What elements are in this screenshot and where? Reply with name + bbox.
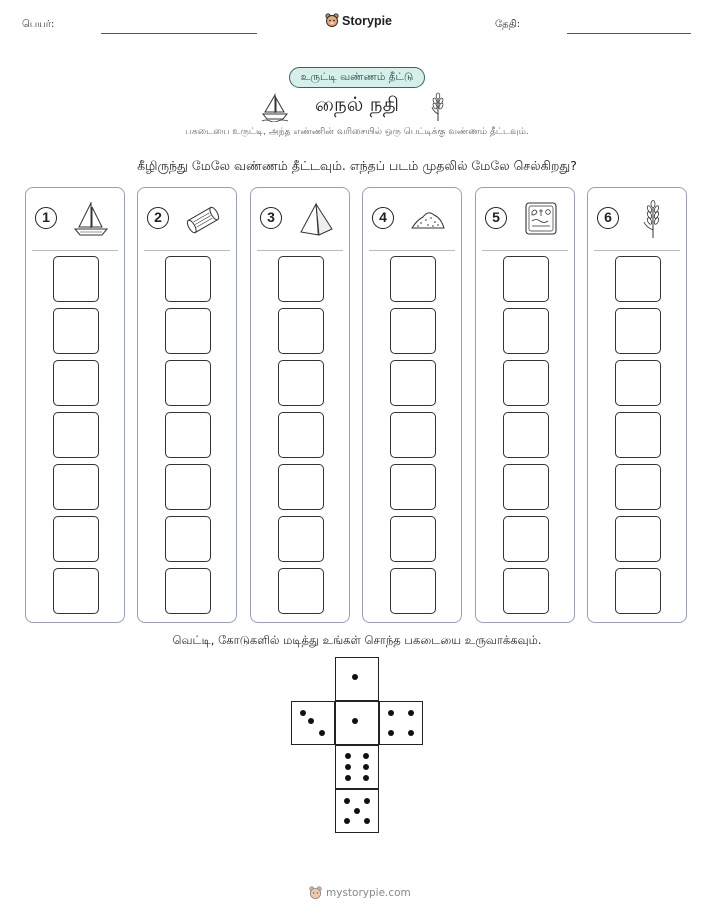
color-box[interactable]	[53, 256, 99, 302]
column-divider	[594, 250, 680, 251]
name-line[interactable]	[101, 33, 257, 34]
color-box[interactable]	[53, 360, 99, 406]
die-pip	[352, 674, 358, 680]
die-pip	[363, 753, 369, 759]
column-divider	[32, 250, 118, 251]
color-box[interactable]	[503, 516, 549, 562]
die-pip	[363, 764, 369, 770]
color-box[interactable]	[615, 308, 661, 354]
column-5	[475, 187, 575, 623]
hieroglyph-tablet-icon	[522, 198, 560, 240]
die-pip	[364, 818, 370, 824]
column-number: 5	[485, 207, 507, 229]
color-box[interactable]	[503, 256, 549, 302]
die-pip	[388, 730, 394, 736]
color-box[interactable]	[390, 464, 436, 510]
color-box[interactable]	[165, 464, 211, 510]
die-pip	[354, 808, 360, 814]
color-box[interactable]	[278, 516, 324, 562]
column-4	[362, 187, 462, 623]
die-face-center	[335, 701, 379, 745]
color-box[interactable]	[503, 568, 549, 614]
cut-instruction: வெட்டி, கோடுகளில் மடித்து உங்கள் சொந்த பகடையை உருவாக்கவும்.	[172, 633, 542, 647]
date-label: தேதி:	[495, 19, 521, 30]
color-box[interactable]	[278, 256, 324, 302]
color-box[interactable]	[390, 256, 436, 302]
column-divider	[257, 250, 343, 251]
color-box[interactable]	[165, 256, 211, 302]
die-pip	[308, 718, 314, 724]
color-box[interactable]	[615, 412, 661, 458]
color-box[interactable]	[390, 412, 436, 458]
die-face-top	[335, 657, 379, 701]
die-face-left	[291, 701, 335, 745]
column-divider	[369, 250, 455, 251]
color-box[interactable]	[503, 308, 549, 354]
page-title: நைல் நதி	[315, 92, 399, 116]
brand-name: Storypie	[342, 13, 393, 28]
color-box[interactable]	[503, 360, 549, 406]
die-pip	[388, 710, 394, 716]
column-number: 4	[372, 207, 394, 229]
column-divider	[482, 250, 568, 251]
die-pip	[345, 775, 351, 781]
color-box[interactable]	[615, 464, 661, 510]
footer	[309, 886, 411, 900]
color-box[interactable]	[165, 568, 211, 614]
color-box[interactable]	[390, 308, 436, 354]
bear-icon	[325, 13, 339, 28]
column-number: 6	[597, 207, 619, 229]
color-box[interactable]	[390, 568, 436, 614]
color-box[interactable]	[615, 360, 661, 406]
color-box[interactable]	[503, 464, 549, 510]
color-box[interactable]	[278, 568, 324, 614]
name-label: பெயர்:	[22, 19, 55, 30]
die-face-bottom	[335, 789, 379, 833]
die-face-lower	[335, 745, 379, 789]
die-pip	[345, 764, 351, 770]
color-box[interactable]	[615, 568, 661, 614]
die-pip	[408, 710, 414, 716]
column-number: 3	[260, 207, 282, 229]
subtitle: பகடையை உருட்டி, அந்த எண்ணின் வரிசையில் ஒரு பெட்டிக்கு வண்ணம் தீட்டவும்.	[185, 127, 529, 137]
pyramid-icon	[297, 198, 335, 240]
color-box[interactable]	[278, 308, 324, 354]
column-3	[250, 187, 350, 623]
papyrus-scroll-icon	[184, 198, 222, 240]
color-box[interactable]	[53, 516, 99, 562]
column-divider	[144, 250, 230, 251]
die-pip	[344, 798, 350, 804]
color-box[interactable]	[615, 516, 661, 562]
die-face-right	[379, 701, 423, 745]
color-box[interactable]	[165, 516, 211, 562]
die-pip	[345, 753, 351, 759]
die-pip	[319, 730, 325, 736]
color-box[interactable]	[53, 464, 99, 510]
color-box[interactable]	[615, 256, 661, 302]
bear-icon	[309, 886, 322, 900]
brand-logo	[325, 13, 392, 28]
color-box[interactable]	[503, 412, 549, 458]
title-wheat-icon	[428, 92, 448, 122]
column-number: 2	[147, 207, 169, 229]
activity-badge: உருட்டி வண்ணம் தீட்டு	[289, 67, 425, 88]
color-box[interactable]	[165, 412, 211, 458]
color-box[interactable]	[390, 360, 436, 406]
die-pip	[364, 798, 370, 804]
color-box[interactable]	[390, 516, 436, 562]
die-pip	[352, 718, 358, 724]
die-pip	[344, 818, 350, 824]
color-box[interactable]	[278, 412, 324, 458]
column-1	[25, 187, 125, 623]
column-6	[587, 187, 687, 623]
color-box[interactable]	[165, 360, 211, 406]
die-pip	[363, 775, 369, 781]
instruction: கீழிருந்து மேலே வண்ணம் தீட்டவும். எந்தப் படம் முதலில் மேலே செல்கிறது?	[137, 158, 577, 173]
column-number: 1	[35, 207, 57, 229]
color-box[interactable]	[53, 412, 99, 458]
color-box[interactable]	[278, 360, 324, 406]
color-box[interactable]	[165, 308, 211, 354]
date-line[interactable]	[567, 33, 691, 34]
die-pip	[300, 710, 306, 716]
footer-url[interactable]: mystorypie.com	[326, 887, 411, 899]
die-pip	[408, 730, 414, 736]
sailboat-icon	[72, 198, 110, 240]
color-box[interactable]	[278, 464, 324, 510]
color-box[interactable]	[53, 568, 99, 614]
grain-pile-icon	[409, 198, 447, 240]
column-2	[137, 187, 237, 623]
wheat-icon	[634, 198, 672, 240]
color-box[interactable]	[53, 308, 99, 354]
